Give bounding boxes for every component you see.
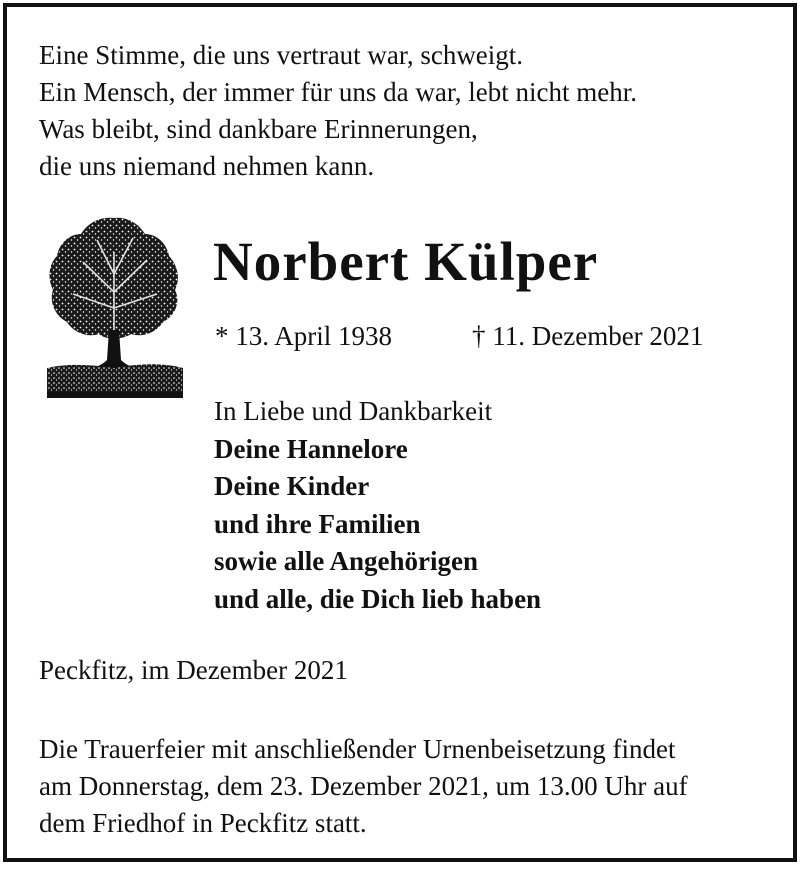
poem-line: Eine Stimme, die uns vertraut war, schweigt. [39,40,524,70]
tree-icon [43,212,185,402]
poem-line: Was bleibt, sind dankbare Erinnerungen, [39,114,478,144]
birth-date: * 13. April 1938 [215,321,393,351]
place-and-date: Peckfitz, im Dezember 2021 [39,655,348,685]
funeral-line: Die Trauerfeier mit anschließender Urnenbeisetzung findet [39,734,676,764]
funeral-line: dem Friedhof in Peckfitz statt. [39,808,367,838]
mourners-list [214,393,541,618]
death-date: † 11. Dezember 2021 [472,321,704,351]
mourners-intro: In Liebe und Dankbarkeit [214,396,493,426]
funeral-info [39,731,688,842]
mourner-line: Deine Kinder [214,471,370,501]
deceased-name: Norbert Külper [213,231,599,292]
mourner-line: und ihre Familien [214,508,421,539]
mourner-line: sowie alle Angehörigen [214,546,478,576]
memorial-poem [39,37,637,185]
poem-line: die uns niemand nehmen kann. [39,151,375,181]
mourner-line: und alle, die Dich lieb haben [214,583,542,614]
obituary-notice [3,3,797,862]
funeral-line: am Donnerstag, dem 23. Dezember 2021, um 13.00 Uhr auf [39,771,688,801]
mourner-line: Deine Hannelore [214,433,408,464]
poem-line: Ein Mensch, der immer für uns da war, lebt nicht mehr. [39,77,638,107]
